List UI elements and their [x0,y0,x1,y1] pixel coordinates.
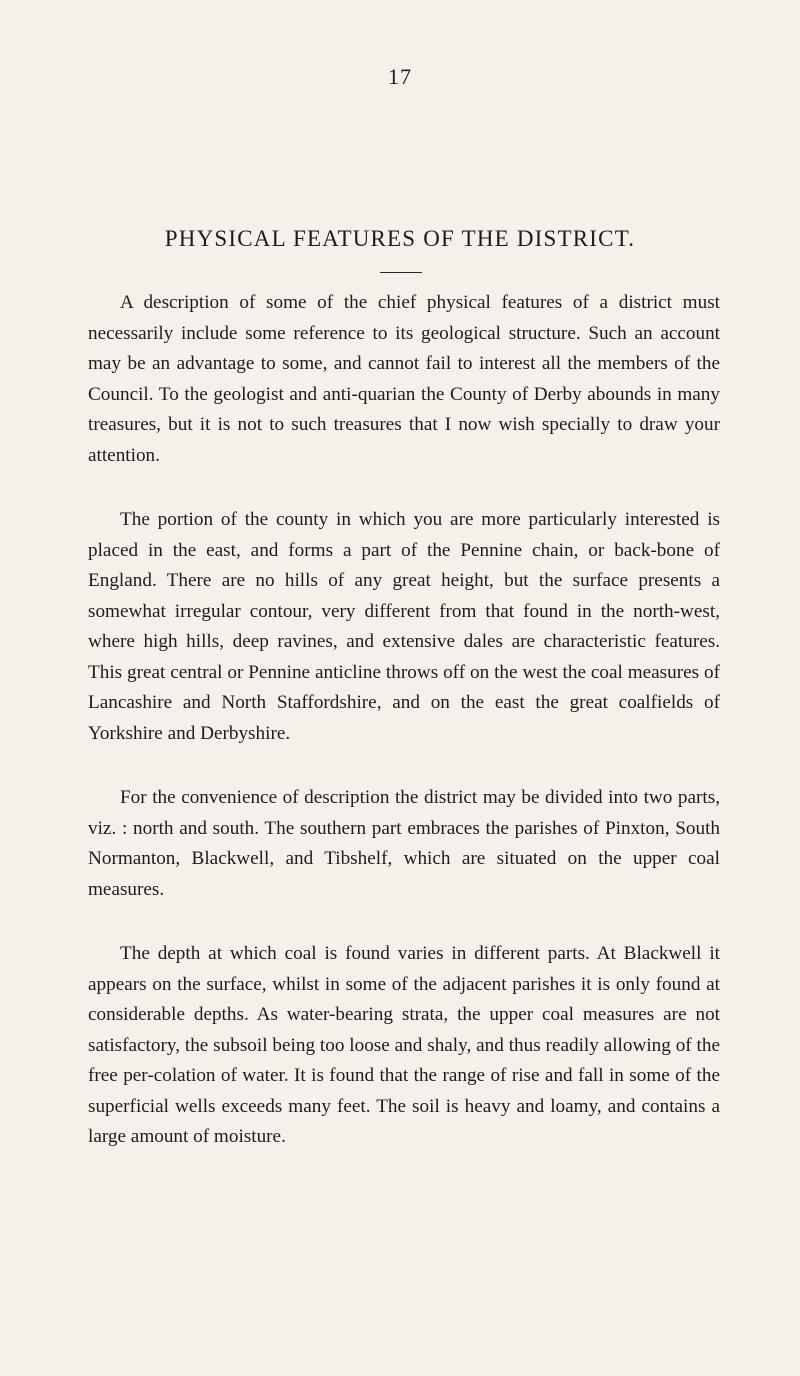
paragraph-2: The portion of the county in which you are more particularly interested is placed in the east, and forms a part of the Pennine chain, or back-bone of England. There are no hills of any great height, but the surface presents a somewhat irregular contour, very different from that found in the north-west, where high hills, deep ravines, and extensive dales are characteristic features. This great central or Pennine anticline throws off on the west the coal measures of Lancashire and North Staffordshire, and on the east the great coalfields of Yorkshire and Derbyshire. [88,509,720,744]
paragraph-1: A description of some of the chief physical features of a district must necessarily include some reference to its geological structure. Such an account may be an advantage to some, and cannot fail to interest all the members of the Council. To the geologist and anti-quarian the County of Derby abounds in many treasures, but it is not to such treasures that I now wish specially to draw your attention. [88,292,720,466]
title-divider [380,272,422,273]
paragraph-3: For the convenience of description the district may be divided into two parts, viz. : north and south. The southern part embraces the parishes of Pinxton, South Normanton, Blackwell, and Tibshelf, which are situated on the upper coal measures. [88,787,720,900]
page-number: 17 [388,64,412,89]
page-title: PHYSICAL FEATURES OF THE DISTRICT. [164,226,636,251]
body-text [88,288,720,1187]
paragraph-4: The depth at which coal is found varies in different parts. At Blackwell it appears on the surface, whilst in some of the adjacent parishes it is only found at considerable depths. As water-bearing strata, the upper coal measures are not satisfactory, the subsoil being too loose and shaly, and thus readily allowing of the free per-colation of water. It is found that the range of rise and fall in some of the superficial wells exceeds many feet. The soil is heavy and loamy, and contains a large amount of moisture. [88,943,720,1147]
